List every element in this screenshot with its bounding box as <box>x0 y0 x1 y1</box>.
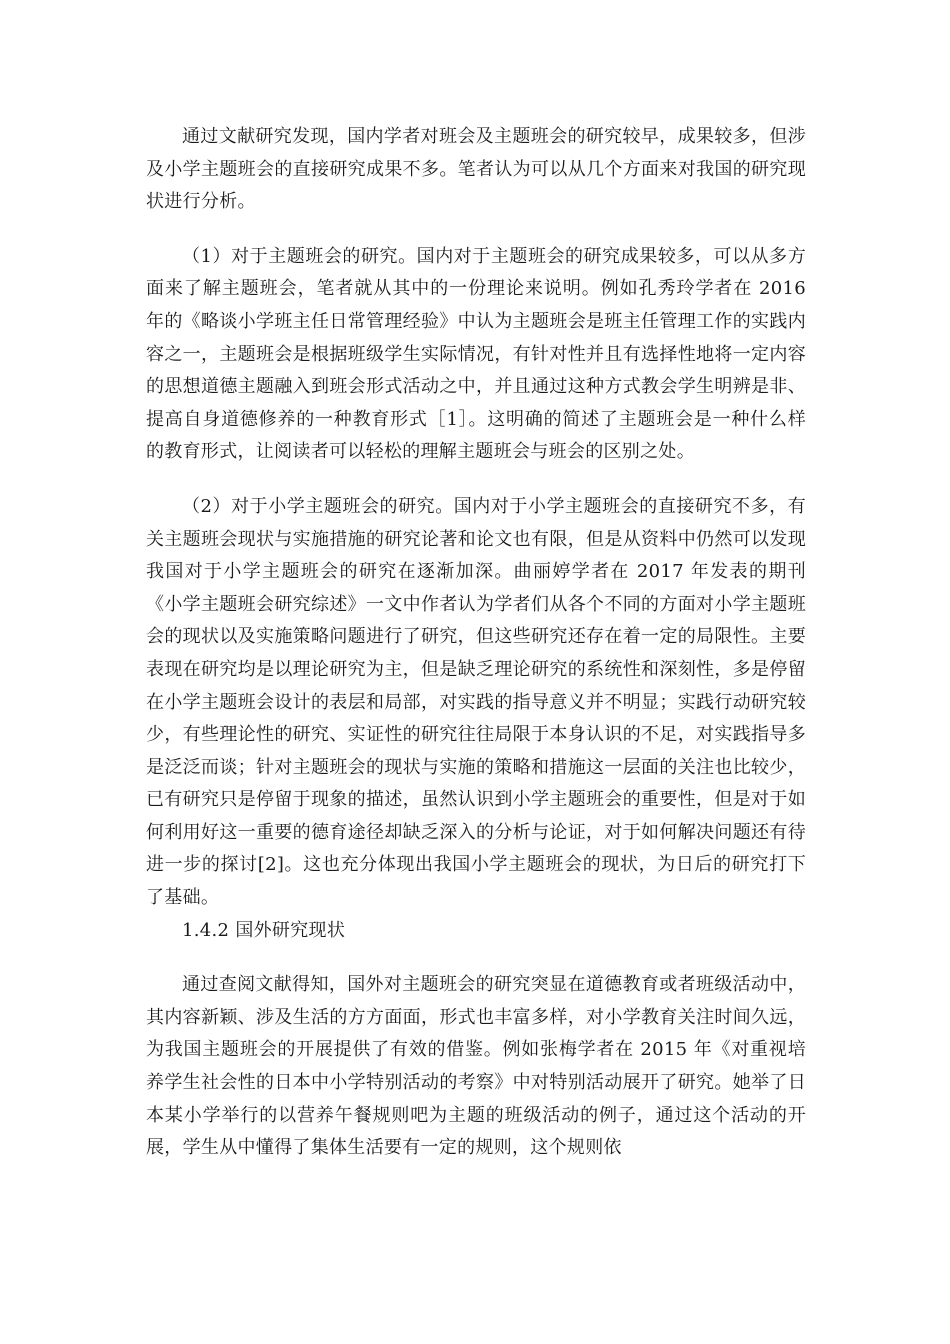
section-heading: 1.4.2 国外研究现状 <box>182 919 346 941</box>
paragraph-theme-class-meeting-research: （1）对于主题班会的研究。国内对于主题班会的研究成果较多，可以从多方面来了解主题班会，笔者就从其中的一份理论来说明。例如孔秀玲学者在 2016 年的《略谈小学班主任日常管理经验》中认为主题班会是班主任管理工作的实践内容之一，主题班会是根据班级学生实际情况，有针对性并且有选择性地将一定内容的思想道德主题融入到班会形式活动之中，并且通过这种方式教会学生明辨是非、提高自身道德修养的一种教育形式［1］。这明确的简述了主题班会是一种什么样的教育形式，让阅读者可以轻松的理解主题班会与班会的区别之处。 <box>146 245 806 463</box>
document-body <box>146 121 806 1165</box>
paragraph-intro: 通过文献研究发现，国内学者对班会及主题班会的研究较早，成果较多，但涉及小学主题班会的直接研究成果不多。笔者认为可以从几个方面来对我国的研究现状进行分析。 <box>146 126 806 213</box>
paragraph-primary-school-research: （2）对于小学主题班会的研究。国内对于小学主题班会的直接研究不多，有关主题班会现状与实施措施的研究论著和论文也有限，但是从资料中仍然可以发现我国对于小学主题班会的研究在逐渐加深。曲丽婷学者在 2017 年发表的期刊《小学主题班会研究综述》一文中作者认为学者们从各个不同的方面对小学主题班会的现状以及实施策略问题进行了研究，但这些研究还存在着一定的局限性。主要表现在研究均是以理论研究为主，但是缺乏理论研究的系统性和深刻性，多是停留在小学主题班会设计的表层和局部，对实践的指导意义并不明显；实践行动研究较少，有些理论性的研究、实证性的研究往往局限于本身认识的不足，对实践指导多是泛泛而谈；针对主题班会的现状与实施的策略和措施这一层面的关注也比较少，已有研究只是停留于现象的描述，虽然认识到小学主题班会的重要性，但是对于如何利用好这一重要的德育途径却缺乏深入的分析与论证，对于如何解决问题还有待进一步的探讨[2]。这也充分体现出我国小学主题班会的现状，为日后的研究打下了基础。 <box>146 495 806 909</box>
paragraph-foreign-research: 通过查阅文献得知，国外对主题班会的研究突显在道德教育或者班级活动中，其内容新颖、涉及生活的方方面面，形式也丰富多样，对小学教育关注时间久远，为我国主题班会的开展提供了有效的借鉴。例如张梅学者在 2015 年《对重视培养学生社会性的日本中小学特别活动的考察》中对特别活动展开了研究。她举了日本某小学举行的以营养午餐规则吧为主题的班级活动的例子，通过这个活动的开展，学生从中懂得了集体生活要有一定的规则，这个规则依 <box>146 974 806 1159</box>
